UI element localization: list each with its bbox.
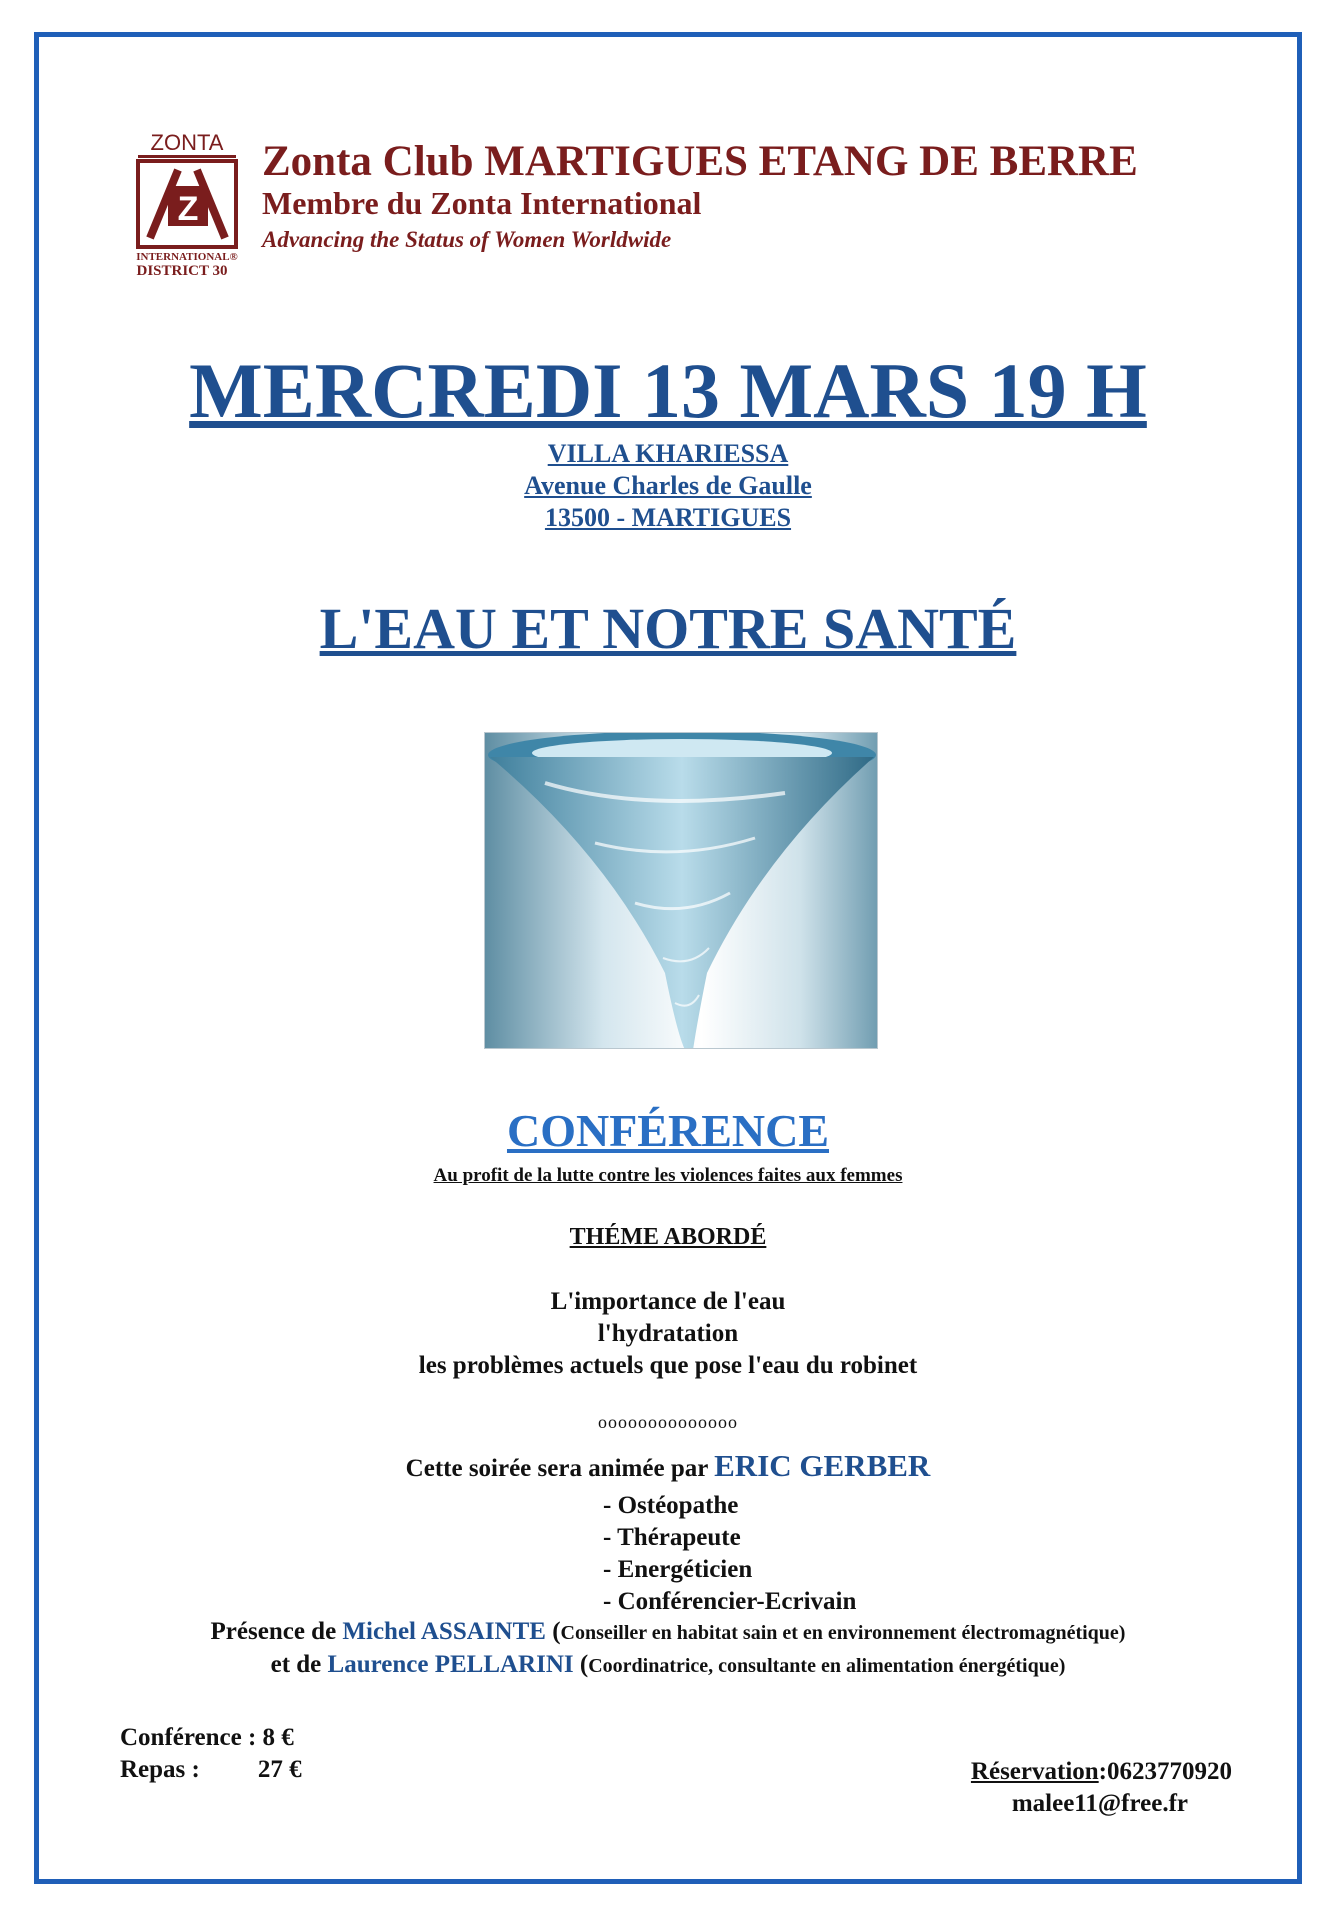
conference-heading: CONFÉRENCE: [506, 1105, 830, 1156]
reservation-line: [971, 1756, 1232, 1788]
topic-item: L'importance de l'eau: [550, 1288, 786, 1315]
guest-description: Conseiller en habitat sain et en environnement électromagnétique): [560, 1622, 1126, 1644]
paren-open: (: [579, 1651, 589, 1678]
conference-price: Conférence : 8 €: [120, 1724, 294, 1751]
presence-prefix: et de: [270, 1651, 322, 1678]
conference-subtitle: Au profit de la lutte contre les violences faites aux femmes: [433, 1165, 903, 1186]
club-header: [262, 140, 1138, 253]
prices-block: [120, 1722, 302, 1786]
logo-bottom-text-1: INTERNATIONAL®: [136, 251, 238, 263]
role-item: - Thérapeute: [603, 1524, 741, 1551]
venue-line: VILLA KHARIESSA: [547, 439, 789, 468]
role-item: - Energéticien: [603, 1556, 753, 1583]
reservation-phone: :0623770920: [1098, 1758, 1232, 1785]
water-vortex-image: [484, 732, 878, 1049]
presence-block: [34, 1616, 1302, 1682]
topic-item: l'hydratation: [597, 1320, 739, 1347]
presence-prefix: Présence de: [210, 1618, 337, 1645]
separator: oooooooooooooo: [598, 1412, 738, 1432]
reservation-email: malee11@free.fr: [1011, 1790, 1188, 1817]
guest-name: Michel ASSAINTE: [342, 1618, 546, 1645]
presence-line: [34, 1649, 1302, 1682]
zonta-logo: [130, 128, 245, 280]
paren-open: (: [552, 1618, 561, 1645]
svg-text:Z: Z: [177, 190, 199, 228]
guest-name: Laurence PELLARINI: [327, 1651, 574, 1678]
venue-line: Avenue Charles de Gaulle: [524, 471, 812, 500]
club-member-line: Membre du Zonta International: [262, 185, 702, 221]
meal-price-row: [120, 1754, 302, 1786]
host-line: [34, 1448, 1302, 1484]
presence-line: [34, 1616, 1302, 1649]
host-roles: [603, 1490, 856, 1618]
logo-bottom-text-2: DISTRICT 30: [136, 263, 228, 279]
event-date: MERCREDI 13 MARS 19 H: [189, 347, 1147, 434]
host-name: ERIC GERBER: [714, 1448, 931, 1483]
club-name: Zonta Club MARTIGUES ETANG DE BERRE: [262, 138, 1138, 185]
guest-description: Coordinatrice, consultante en alimentation énergétique): [588, 1655, 1066, 1677]
reservation-label: Réservation: [970, 1758, 1099, 1785]
reservation-block: [971, 1756, 1232, 1820]
theme-heading: THÉME ABORDÉ: [569, 1224, 767, 1250]
logo-top-text: ZONTA: [150, 130, 224, 155]
event-title: L'EAU ET NOTRE SANTÉ: [319, 596, 1017, 661]
venue-line: 13500 - MARTIGUES: [544, 503, 792, 532]
host-intro: Cette soirée sera animée par: [405, 1455, 708, 1482]
club-motto: Advancing the Status of Women Worldwide: [262, 227, 672, 252]
meal-value: 27 €: [257, 1756, 302, 1783]
topic-item: les problèmes actuels que pose l'eau du robinet: [418, 1352, 918, 1379]
topics-list: [34, 1286, 1302, 1382]
role-item: - Ostéopathe: [603, 1492, 739, 1519]
role-item: - Conférencier-Ecrivain: [603, 1588, 857, 1615]
meal-label: Repas :: [120, 1756, 200, 1783]
event-venue: [34, 438, 1302, 534]
